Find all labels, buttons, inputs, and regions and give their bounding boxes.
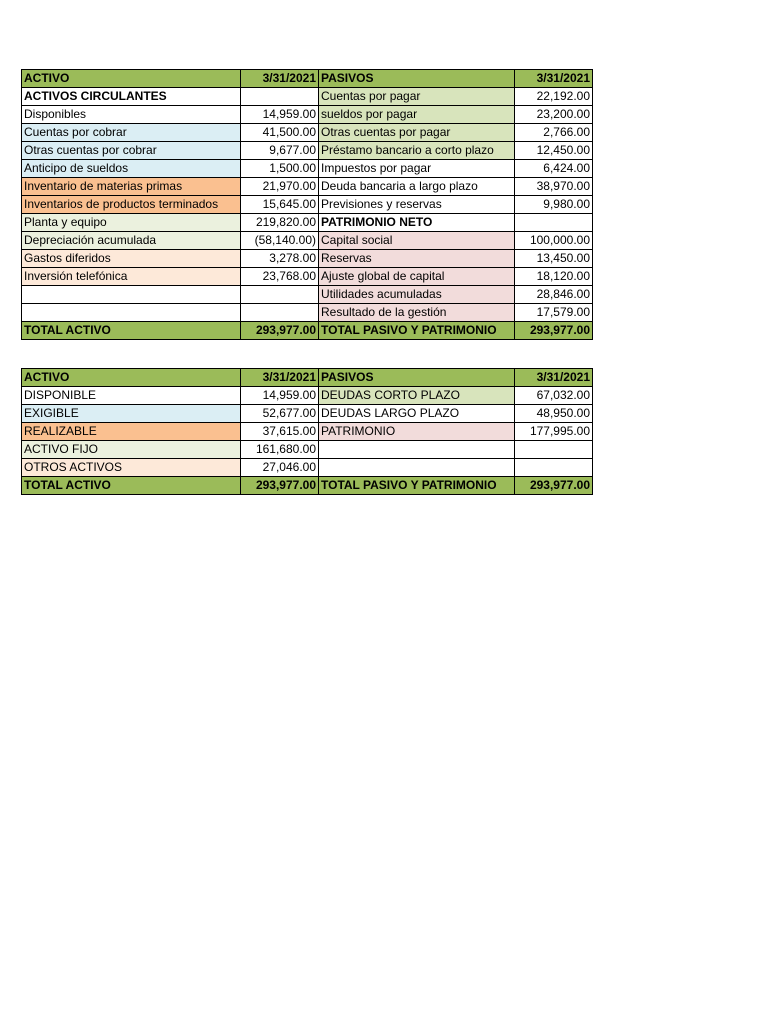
liability-value-cell[interactable]: 17,579.00 — [515, 304, 593, 322]
liability-label-cell[interactable]: Capital social — [319, 232, 515, 250]
table-row — [22, 441, 593, 459]
liability-label-cell[interactable]: Ajuste global de capital — [319, 268, 515, 286]
asset-label-cell[interactable]: ACTIVOS CIRCULANTES — [22, 88, 241, 106]
asset-value-cell[interactable]: 9,677.00 — [241, 142, 319, 160]
asset-label-cell[interactable] — [22, 304, 241, 322]
liability-value-cell[interactable]: 13,450.00 — [515, 250, 593, 268]
liability-label-cell[interactable] — [319, 441, 515, 459]
asset-value-cell[interactable]: 1,500.00 — [241, 160, 319, 178]
total-pasivo-value[interactable]: 293,977.00 — [515, 322, 593, 340]
asset-label-cell[interactable]: Inventarios de productos terminados — [22, 196, 241, 214]
liability-value-cell[interactable] — [515, 441, 593, 459]
asset-value-cell[interactable]: 27,046.00 — [241, 459, 319, 477]
asset-value-cell[interactable]: 37,615.00 — [241, 423, 319, 441]
total-activo-label[interactable]: TOTAL ACTIVO — [22, 322, 241, 340]
total-activo-value[interactable]: 293,977.00 — [241, 477, 319, 495]
table-row — [22, 405, 593, 423]
table-row — [22, 232, 593, 250]
header-row — [22, 369, 593, 387]
liability-value-cell[interactable]: 6,424.00 — [515, 160, 593, 178]
liability-value-cell[interactable]: 9,980.00 — [515, 196, 593, 214]
liability-label-cell[interactable]: PATRIMONIO — [319, 423, 515, 441]
liability-label-cell[interactable]: Deuda bancaria a largo plazo — [319, 178, 515, 196]
asset-label-cell[interactable]: Planta y equipo — [22, 214, 241, 232]
table-row — [22, 124, 593, 142]
asset-label-cell[interactable]: Cuentas por cobrar — [22, 124, 241, 142]
asset-label-cell[interactable]: OTROS ACTIVOS — [22, 459, 241, 477]
liability-value-cell[interactable]: 22,192.00 — [515, 88, 593, 106]
liability-value-cell[interactable]: 177,995.00 — [515, 423, 593, 441]
table-row — [22, 196, 593, 214]
asset-label-cell[interactable]: Inversión telefónica — [22, 268, 241, 286]
asset-value-cell[interactable] — [241, 286, 319, 304]
total-pasivo-label[interactable]: TOTAL PASIVO Y PATRIMONIO — [319, 477, 515, 495]
liability-value-cell[interactable]: 23,200.00 — [515, 106, 593, 124]
total-activo-label[interactable]: TOTAL ACTIVO — [22, 477, 241, 495]
asset-label-cell[interactable] — [22, 286, 241, 304]
asset-value-cell[interactable] — [241, 304, 319, 322]
asset-label-cell[interactable]: Gastos diferidos — [22, 250, 241, 268]
liability-label-cell[interactable]: PATRIMONIO NETO — [319, 214, 515, 232]
liability-label-cell[interactable]: Cuentas por pagar — [319, 88, 515, 106]
liability-value-cell[interactable]: 48,950.00 — [515, 405, 593, 423]
liability-label-cell[interactable]: sueldos por pagar — [319, 106, 515, 124]
activo-header[interactable]: ACTIVO — [22, 369, 241, 387]
table-row — [22, 250, 593, 268]
asset-label-cell[interactable]: Otras cuentas por cobrar — [22, 142, 241, 160]
asset-value-cell[interactable]: 14,959.00 — [241, 387, 319, 405]
liability-label-cell[interactable] — [319, 459, 515, 477]
liability-label-cell[interactable]: Préstamo bancario a corto plazo — [319, 142, 515, 160]
total-pasivo-label[interactable]: TOTAL PASIVO Y PATRIMONIO — [319, 322, 515, 340]
asset-value-cell[interactable]: (58,140.00) — [241, 232, 319, 250]
liability-label-cell[interactable]: Otras cuentas por pagar — [319, 124, 515, 142]
liability-value-cell[interactable]: 12,450.00 — [515, 142, 593, 160]
table-row — [22, 88, 593, 106]
total-activo-value[interactable]: 293,977.00 — [241, 322, 319, 340]
balance-sheet-summary — [21, 368, 593, 495]
asset-value-cell[interactable]: 219,820.00 — [241, 214, 319, 232]
liability-value-cell[interactable]: 100,000.00 — [515, 232, 593, 250]
liability-value-cell[interactable]: 67,032.00 — [515, 387, 593, 405]
pasivos-header[interactable]: PASIVOS — [319, 369, 515, 387]
asset-label-cell[interactable]: Depreciación acumulada — [22, 232, 241, 250]
table-row — [22, 286, 593, 304]
asset-value-cell[interactable]: 21,970.00 — [241, 178, 319, 196]
activo-date-header[interactable]: 3/31/2021 — [241, 70, 319, 88]
pasivos-header[interactable]: PASIVOS — [319, 70, 515, 88]
liability-label-cell[interactable]: Reservas — [319, 250, 515, 268]
asset-value-cell[interactable]: 14,959.00 — [241, 106, 319, 124]
table-row — [22, 268, 593, 286]
asset-value-cell[interactable]: 15,645.00 — [241, 196, 319, 214]
table-row — [22, 423, 593, 441]
liability-value-cell[interactable]: 2,766.00 — [515, 124, 593, 142]
liability-label-cell[interactable]: Resultado de la gestión — [319, 304, 515, 322]
asset-value-cell[interactable]: 161,680.00 — [241, 441, 319, 459]
liability-value-cell[interactable] — [515, 459, 593, 477]
asset-label-cell[interactable]: ACTIVO FIJO — [22, 441, 241, 459]
asset-label-cell[interactable]: REALIZABLE — [22, 423, 241, 441]
liability-label-cell[interactable]: Previsiones y reservas — [319, 196, 515, 214]
asset-label-cell[interactable]: Disponibles — [22, 106, 241, 124]
total-pasivo-value[interactable]: 293,977.00 — [515, 477, 593, 495]
table-row — [22, 142, 593, 160]
table-row — [22, 178, 593, 196]
activo-header[interactable]: ACTIVO — [22, 70, 241, 88]
table-row — [22, 304, 593, 322]
liability-label-cell[interactable]: DEUDAS LARGO PLAZO — [319, 405, 515, 423]
asset-value-cell[interactable]: 41,500.00 — [241, 124, 319, 142]
liability-value-cell[interactable] — [515, 214, 593, 232]
asset-value-cell[interactable]: 52,677.00 — [241, 405, 319, 423]
total-row — [22, 477, 593, 495]
liability-value-cell[interactable]: 38,970.00 — [515, 178, 593, 196]
total-row — [22, 322, 593, 340]
asset-value-cell[interactable]: 3,278.00 — [241, 250, 319, 268]
liability-label-cell[interactable]: Impuestos por pagar — [319, 160, 515, 178]
table-row — [22, 387, 593, 405]
table1-body — [22, 70, 593, 340]
asset-label-cell[interactable]: DISPONIBLE — [22, 387, 241, 405]
table-row — [22, 459, 593, 477]
liability-value-cell[interactable]: 18,120.00 — [515, 268, 593, 286]
asset-value-cell[interactable]: 23,768.00 — [241, 268, 319, 286]
asset-label-cell[interactable]: EXIGIBLE — [22, 405, 241, 423]
table-row — [22, 106, 593, 124]
liability-label-cell[interactable]: DEUDAS CORTO PLAZO — [319, 387, 515, 405]
liability-value-cell[interactable]: 28,846.00 — [515, 286, 593, 304]
header-row — [22, 70, 593, 88]
asset-label-cell[interactable]: Anticipo de sueldos — [22, 160, 241, 178]
pasivos-date-header[interactable]: 3/31/2021 — [515, 70, 593, 88]
pasivos-date-header[interactable]: 3/31/2021 — [515, 369, 593, 387]
table2-body — [22, 369, 593, 495]
liability-label-cell[interactable]: Utilidades acumuladas — [319, 286, 515, 304]
table-row — [22, 160, 593, 178]
asset-label-cell[interactable]: Inventario de materias primas — [22, 178, 241, 196]
activo-date-header[interactable]: 3/31/2021 — [241, 369, 319, 387]
balance-sheet-detailed — [21, 69, 593, 340]
asset-value-cell[interactable] — [241, 88, 319, 106]
table-row — [22, 214, 593, 232]
